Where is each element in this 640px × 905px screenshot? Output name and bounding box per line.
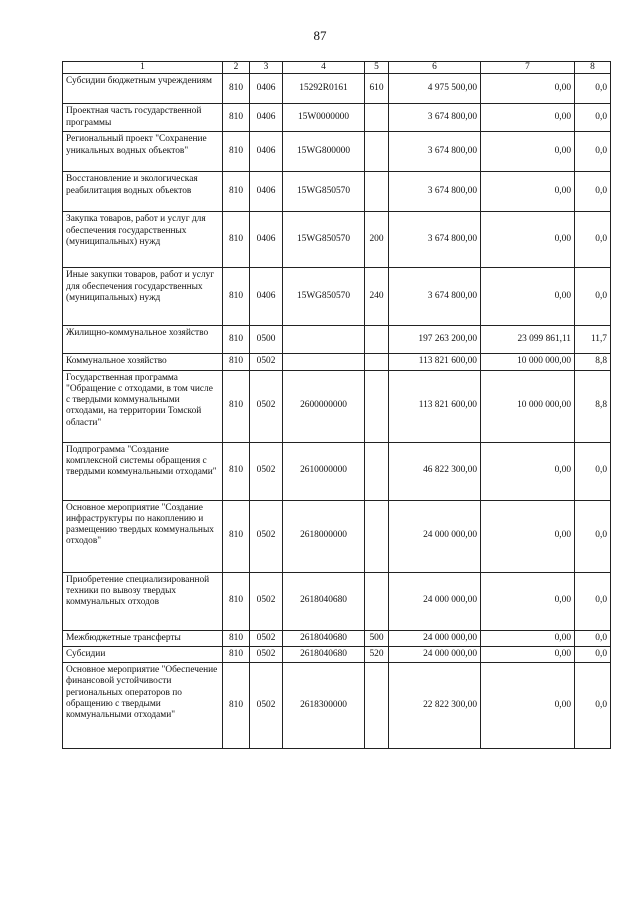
- section-code-cell: 0502: [250, 370, 283, 442]
- row-name-cell: Коммунальное хозяйство: [63, 354, 223, 370]
- expense-type-cell: [365, 370, 389, 442]
- plan-amount-cell: 3 674 800,00: [389, 212, 481, 268]
- plan-amount-cell: 24 000 000,00: [389, 500, 481, 572]
- expense-type-cell: [365, 132, 389, 172]
- plan-amount-cell: 113 821 600,00: [389, 370, 481, 442]
- executed-amount-cell: 0,00: [481, 172, 575, 212]
- table-row: [63, 326, 611, 354]
- target-article-cell: 15WG850570: [283, 172, 365, 212]
- ministry-code-cell: 810: [223, 268, 250, 326]
- target-article-cell: 2618040680: [283, 630, 365, 646]
- table-row: [63, 268, 611, 326]
- executed-amount-cell: 10 000 000,00: [481, 354, 575, 370]
- executed-amount-cell: 0,00: [481, 500, 575, 572]
- plan-amount-cell: 3 674 800,00: [389, 104, 481, 132]
- row-name-cell: Подпрограмма "Создание комплексной системы обращения с твердыми коммунальными отходами": [63, 442, 223, 500]
- section-code-cell: 0502: [250, 630, 283, 646]
- column-header-5: 5: [365, 62, 389, 74]
- target-article-cell: 15292R0161: [283, 74, 365, 104]
- column-header-2: 2: [223, 62, 250, 74]
- plan-amount-cell: 46 822 300,00: [389, 442, 481, 500]
- percent-cell: 11,7: [575, 326, 611, 354]
- section-code-cell: 0502: [250, 572, 283, 630]
- plan-amount-cell: 113 821 600,00: [389, 354, 481, 370]
- executed-amount-cell: 10 000 000,00: [481, 370, 575, 442]
- table-row: [63, 354, 611, 370]
- section-code-cell: 0502: [250, 442, 283, 500]
- section-code-cell: 0502: [250, 354, 283, 370]
- table-row: [63, 442, 611, 500]
- executed-amount-cell: 0,00: [481, 268, 575, 326]
- executed-amount-cell: 0,00: [481, 212, 575, 268]
- executed-amount-cell: 0,00: [481, 630, 575, 646]
- percent-cell: 0,0: [575, 442, 611, 500]
- expense-type-cell: [365, 572, 389, 630]
- table-row: [63, 74, 611, 104]
- table-row: [63, 572, 611, 630]
- row-name-cell: Основное мероприятие "Создание инфраструктуры по накоплению и размещению твердых коммунальных отходов": [63, 500, 223, 572]
- table-row: [63, 212, 611, 268]
- row-name-cell: Межбюджетные трансферты: [63, 630, 223, 646]
- percent-cell: 0,0: [575, 212, 611, 268]
- ministry-code-cell: 810: [223, 646, 250, 662]
- column-header-4: 4: [283, 62, 365, 74]
- percent-cell: 0,0: [575, 74, 611, 104]
- ministry-code-cell: 810: [223, 212, 250, 268]
- plan-amount-cell: 24 000 000,00: [389, 630, 481, 646]
- row-name-cell: Субсидии: [63, 646, 223, 662]
- header-row: [63, 62, 611, 74]
- column-header-7: 7: [481, 62, 575, 74]
- ministry-code-cell: 810: [223, 442, 250, 500]
- table-row: [63, 500, 611, 572]
- section-code-cell: 0500: [250, 326, 283, 354]
- table-row: [63, 630, 611, 646]
- percent-cell: 0,0: [575, 572, 611, 630]
- target-article-cell: 2600000000: [283, 370, 365, 442]
- section-code-cell: 0406: [250, 132, 283, 172]
- table-row: [63, 104, 611, 132]
- executed-amount-cell: 0,00: [481, 663, 575, 749]
- expense-type-cell: [365, 442, 389, 500]
- target-article-cell: [283, 326, 365, 354]
- expense-type-cell: [365, 500, 389, 572]
- percent-cell: 0,0: [575, 646, 611, 662]
- row-name-cell: Приобретение специализированной техники по вывозу твердых коммунальных отходов: [63, 572, 223, 630]
- ministry-code-cell: 810: [223, 500, 250, 572]
- ministry-code-cell: 810: [223, 370, 250, 442]
- expense-type-cell: 520: [365, 646, 389, 662]
- executed-amount-cell: 23 099 861,11: [481, 326, 575, 354]
- expense-type-cell: 610: [365, 74, 389, 104]
- percent-cell: 0,0: [575, 132, 611, 172]
- executed-amount-cell: 0,00: [481, 74, 575, 104]
- plan-amount-cell: 24 000 000,00: [389, 572, 481, 630]
- page-number: 87: [313, 28, 327, 43]
- row-name-cell: Иные закупки товаров, работ и услуг для обеспечения государственных (муниципальных) нужд: [63, 268, 223, 326]
- section-code-cell: 0502: [250, 500, 283, 572]
- target-article-cell: 15W0000000: [283, 104, 365, 132]
- target-article-cell: 15WG850570: [283, 268, 365, 326]
- row-name-cell: Субсидии бюджетным учреждениям: [63, 74, 223, 104]
- plan-amount-cell: 3 674 800,00: [389, 132, 481, 172]
- target-article-cell: [283, 354, 365, 370]
- executed-amount-cell: 0,00: [481, 132, 575, 172]
- row-name-cell: Восстановление и экологическая реабилитация водных объектов: [63, 172, 223, 212]
- column-header-8: 8: [575, 62, 611, 74]
- percent-cell: 8,8: [575, 370, 611, 442]
- ministry-code-cell: 810: [223, 630, 250, 646]
- plan-amount-cell: 3 674 800,00: [389, 172, 481, 212]
- table-row: [63, 132, 611, 172]
- column-header-1: 1: [63, 62, 223, 74]
- section-code-cell: 0406: [250, 172, 283, 212]
- plan-amount-cell: 24 000 000,00: [389, 646, 481, 662]
- plan-amount-cell: 22 822 300,00: [389, 663, 481, 749]
- row-name-cell: Жилищно-коммунальное хозяйство: [63, 326, 223, 354]
- percent-cell: 8,8: [575, 354, 611, 370]
- target-article-cell: 15WG800000: [283, 132, 365, 172]
- ministry-code-cell: 810: [223, 172, 250, 212]
- target-article-cell: 2618300000: [283, 663, 365, 749]
- table-row: [63, 370, 611, 442]
- section-code-cell: 0502: [250, 646, 283, 662]
- target-article-cell: 2618000000: [283, 500, 365, 572]
- expense-type-cell: 200: [365, 212, 389, 268]
- expense-type-cell: [365, 104, 389, 132]
- section-code-cell: 0406: [250, 212, 283, 268]
- section-code-cell: 0406: [250, 268, 283, 326]
- percent-cell: 0,0: [575, 104, 611, 132]
- section-code-cell: 0406: [250, 104, 283, 132]
- percent-cell: 0,0: [575, 630, 611, 646]
- row-name-cell: Основное мероприятие "Обеспечение финансовой устойчивости региональных операторов по обращению с твердыми коммунальными отходами": [63, 663, 223, 749]
- table-row: [63, 172, 611, 212]
- executed-amount-cell: 0,00: [481, 104, 575, 132]
- expense-type-cell: [365, 663, 389, 749]
- section-code-cell: 0502: [250, 663, 283, 749]
- ministry-code-cell: 810: [223, 132, 250, 172]
- plan-amount-cell: 4 975 500,00: [389, 74, 481, 104]
- column-header-6: 6: [389, 62, 481, 74]
- expense-type-cell: 500: [365, 630, 389, 646]
- budget-table: [62, 61, 611, 749]
- executed-amount-cell: 0,00: [481, 646, 575, 662]
- ministry-code-cell: 810: [223, 572, 250, 630]
- ministry-code-cell: 810: [223, 326, 250, 354]
- ministry-code-cell: 810: [223, 104, 250, 132]
- column-header-3: 3: [250, 62, 283, 74]
- row-name-cell: Государственная программа "Обращение с отходами, в том числе с твердыми коммунальными отходами, на территории Томской области": [63, 370, 223, 442]
- executed-amount-cell: 0,00: [481, 572, 575, 630]
- percent-cell: 0,0: [575, 172, 611, 212]
- target-article-cell: 2610000000: [283, 442, 365, 500]
- row-name-cell: Региональный проект "Сохранение уникальных водных объектов": [63, 132, 223, 172]
- plan-amount-cell: 3 674 800,00: [389, 268, 481, 326]
- row-name-cell: Закупка товаров, работ и услуг для обеспечения государственных (муниципальных) нужд: [63, 212, 223, 268]
- ministry-code-cell: 810: [223, 74, 250, 104]
- target-article-cell: 2618040680: [283, 646, 365, 662]
- row-name-cell: Проектная часть государственной программы: [63, 104, 223, 132]
- percent-cell: 0,0: [575, 663, 611, 749]
- plan-amount-cell: 197 263 200,00: [389, 326, 481, 354]
- section-code-cell: 0406: [250, 74, 283, 104]
- percent-cell: 0,0: [575, 268, 611, 326]
- expense-type-cell: [365, 354, 389, 370]
- target-article-cell: 2618040680: [283, 572, 365, 630]
- expense-type-cell: [365, 172, 389, 212]
- table-row: [63, 663, 611, 749]
- expense-type-cell: 240: [365, 268, 389, 326]
- target-article-cell: 15WG850570: [283, 212, 365, 268]
- percent-cell: 0,0: [575, 500, 611, 572]
- executed-amount-cell: 0,00: [481, 442, 575, 500]
- ministry-code-cell: 810: [223, 354, 250, 370]
- table-row: [63, 646, 611, 662]
- expense-type-cell: [365, 326, 389, 354]
- ministry-code-cell: 810: [223, 663, 250, 749]
